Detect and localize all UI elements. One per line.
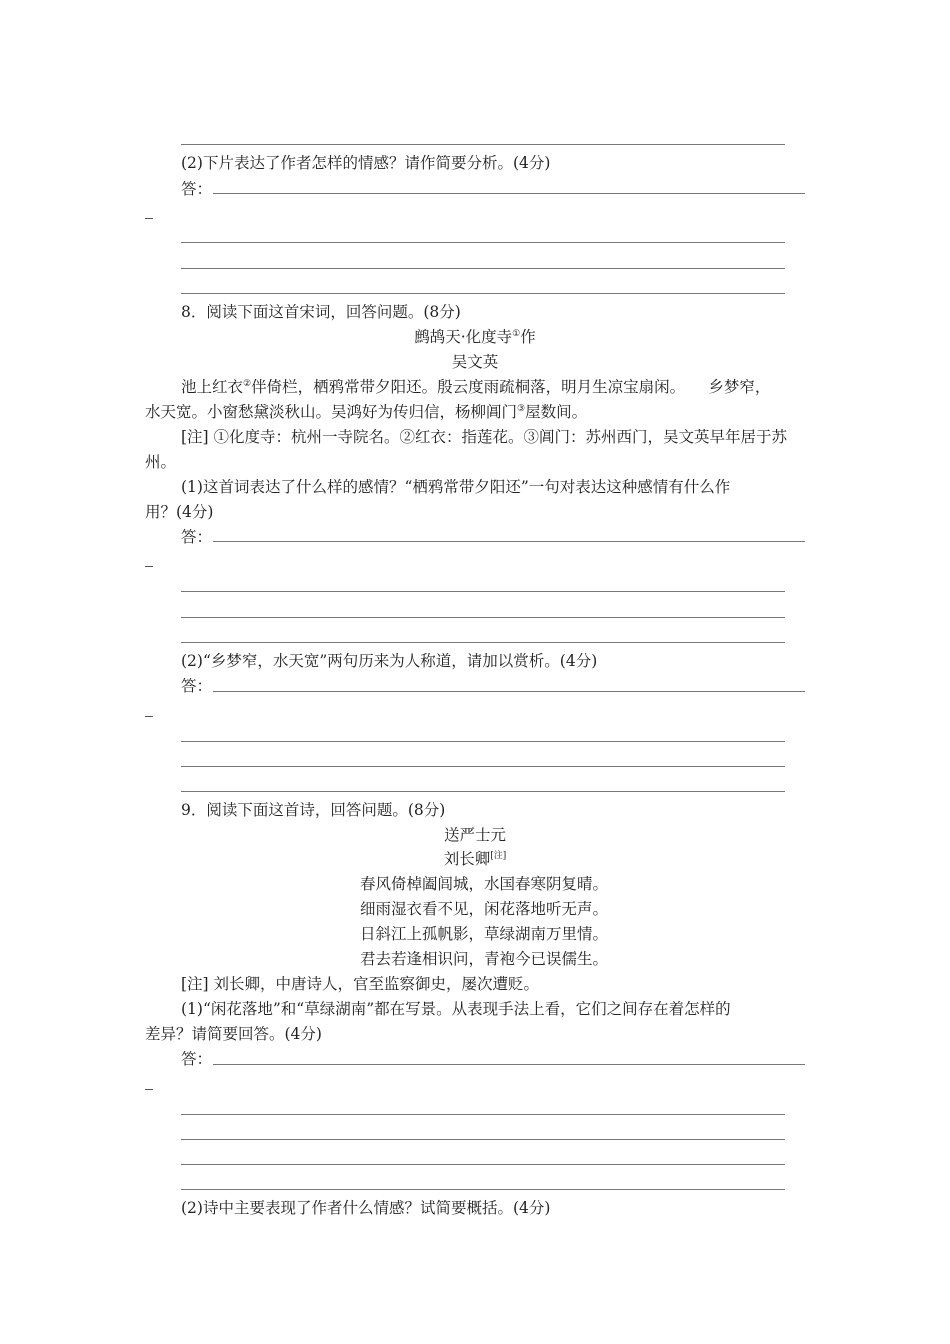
- q9-poem-title: 送严士元: [443, 826, 506, 844]
- continuation-dash: [145, 566, 153, 567]
- answer-line[interactable]: [181, 242, 785, 243]
- q8-poem-line1: 池上红衣②伴倚栏，栖鸦常带夕阳还。殷云度雨疏桐落，明月生凉宝扇闲。 乡梦窄，: [181, 378, 771, 396]
- answer-label: 答：: [181, 528, 213, 546]
- q9-poem-line: 春风倚棹阖闾城，水国春寒阴复晴。: [360, 875, 609, 893]
- q9-note: [注] 刘长卿，中唐诗人，官至监察御史，屡次遭贬。: [181, 975, 540, 993]
- q9-part1-line2: 差异？请简要回答。(4分): [145, 1025, 322, 1043]
- answer-line[interactable]: [181, 642, 785, 643]
- answer-label: 答：: [181, 180, 213, 198]
- q8-part2-prompt: (2)“乡梦窄，水天宽”两句历来为人称道，请加以赏析。(4分): [181, 652, 598, 670]
- answer-line[interactable]: [181, 1114, 785, 1115]
- q8-author: 吴文英: [451, 353, 499, 371]
- q9-author: 刘长卿[注]: [443, 850, 507, 868]
- answer-line[interactable]: [181, 144, 785, 145]
- q7-part2-prompt: (2)下片表达了作者怎样的情感？请作简要分析。(4分): [181, 154, 551, 172]
- answer-line[interactable]: [181, 766, 785, 767]
- q8-note-line1: [注] ①化度寺：杭州一寺院名。②红衣：指莲花。③阊门：苏州西门，吴文英早年居于苏: [181, 428, 788, 446]
- answer-line[interactable]: [181, 1164, 785, 1165]
- answer-line[interactable]: [181, 1139, 785, 1140]
- q8-poem-line2: 水天宽。小窗愁黛淡秋山。吴鸿好为传归信，杨柳阊门③屋数间。: [145, 403, 588, 421]
- q9-poem-line: 细雨湿衣看不见，闲花落地听无声。: [360, 900, 609, 918]
- continuation-dash: [145, 218, 153, 219]
- q9-part2-prompt: (2)诗中主要表现了作者什么情感？试简要概括。(4分): [181, 1199, 551, 1217]
- q9-poem-line: 日斜江上孤帆影，草绿湖南万里情。: [360, 925, 609, 943]
- answer-line[interactable]: [181, 591, 785, 592]
- answer-line[interactable]: [181, 293, 785, 294]
- answer-line[interactable]: [213, 691, 805, 692]
- answer-line[interactable]: [213, 541, 805, 542]
- answer-line[interactable]: [181, 268, 785, 269]
- q8-part1-line2: 用？(4分): [145, 503, 214, 521]
- answer-label: 答：: [181, 1050, 213, 1068]
- answer-line[interactable]: [181, 617, 785, 618]
- q9-part1-line1: (1)“闲花落地”和“草绿湖南”都在写景。从表现手法上看，它们之间存在着怎样的: [181, 1000, 731, 1018]
- q9-heading: 9．阅读下面这首诗，回答问题。(8分): [181, 801, 446, 819]
- answer-line[interactable]: [213, 193, 805, 194]
- q8-poem-title: 鹧鸪天·化度寺①作: [414, 328, 536, 346]
- answer-label: 答：: [181, 677, 213, 695]
- answer-line[interactable]: [181, 791, 785, 792]
- continuation-dash: [145, 716, 153, 717]
- q8-part1-line1: (1)这首词表达了什么样的感情？“栖鸦常带夕阳还”一句对表达这种感情有什么作: [181, 478, 731, 496]
- q8-heading: 8．阅读下面这首宋词，回答问题。(8分): [181, 303, 461, 321]
- continuation-dash: [145, 1089, 153, 1090]
- q8-note-line2: 州。: [145, 453, 177, 471]
- q9-poem-line: 君去若逢相识问，青袍今已误儒生。: [360, 950, 609, 968]
- answer-line[interactable]: [181, 741, 785, 742]
- answer-line[interactable]: [181, 1189, 785, 1190]
- answer-line[interactable]: [213, 1064, 805, 1065]
